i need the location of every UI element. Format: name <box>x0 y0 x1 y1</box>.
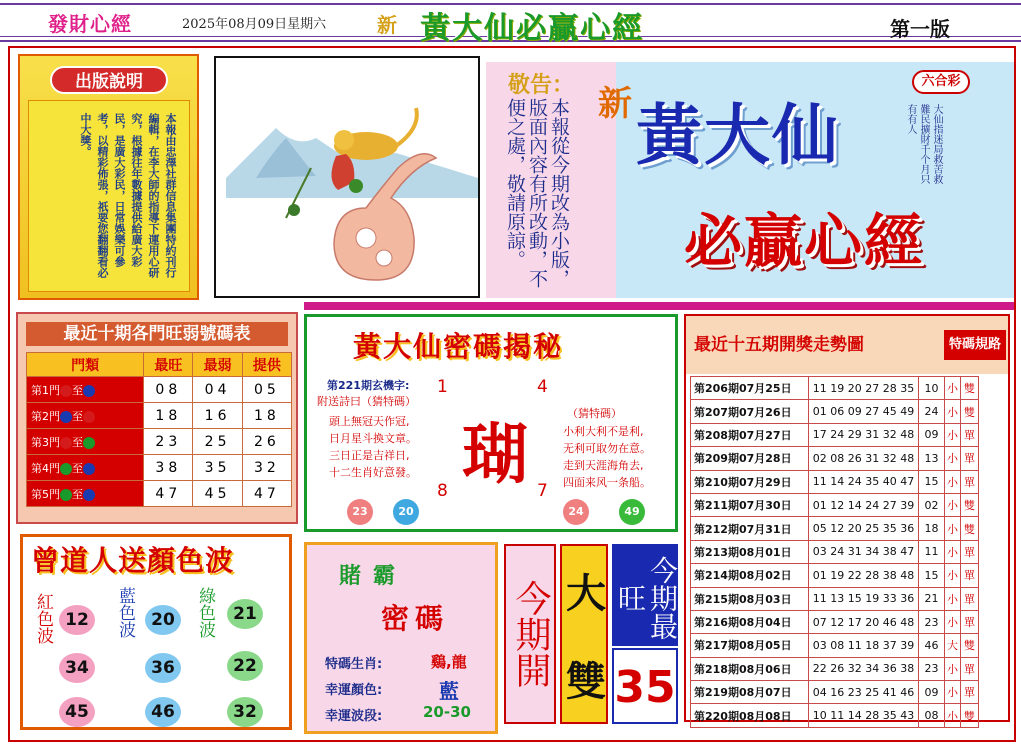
door-cell: 第3門 至 <box>27 429 144 455</box>
table-row <box>691 400 979 423</box>
blue-ball: 36 <box>145 653 181 683</box>
corner-number: 7 <box>537 481 548 501</box>
notice-text: 本報從今期改為小版，版面內容有所改動，不便之處，敬請原諒。 <box>504 98 570 288</box>
green-ball: 32 <box>227 697 263 727</box>
red-wave-label: 紅色波 <box>33 593 53 644</box>
trend-subtitle: 特碼規路 <box>944 330 1006 360</box>
special-cell: 09 <box>919 681 945 704</box>
table-row <box>691 610 979 633</box>
blue-ball: 20 <box>145 605 181 635</box>
special-cell: 09 <box>919 423 945 446</box>
table-row <box>27 377 292 403</box>
table-row <box>691 423 979 446</box>
blue-ball-icon <box>83 463 95 475</box>
red-ball-icon <box>60 437 72 449</box>
size-cell: 小 <box>945 564 961 587</box>
size-cell: 小 <box>945 587 961 610</box>
date-cell: 第210期07月29日 <box>691 470 809 493</box>
special-cell: 46 <box>919 634 945 657</box>
size-cell: 大 <box>945 634 961 657</box>
red-ball-icon <box>60 385 72 397</box>
zodiac-value: 鷄,龍 <box>431 653 467 671</box>
big-double-box <box>560 544 608 724</box>
cold-cell: 16 <box>193 403 242 429</box>
special-cell: 23 <box>919 610 945 633</box>
door-cell: 第5門 至 <box>27 481 144 507</box>
poem-line: 頭上無冠天作冠, <box>329 415 410 428</box>
odd-even-cell: 單 <box>961 610 979 633</box>
poem-line: 十二生肖好意發。 <box>329 466 417 479</box>
page-header <box>0 0 1021 44</box>
date-cell: 第213期08月01日 <box>691 540 809 563</box>
blue-ball-icon <box>83 489 95 501</box>
odd-even-cell: 雙 <box>961 634 979 657</box>
poem-line: 小利大利不是利, <box>563 425 644 438</box>
door-number-table <box>26 352 292 507</box>
date-cell: 第206期07月25日 <box>691 377 809 400</box>
publisher-note <box>18 54 199 300</box>
banner-title-line2: 必贏心經 <box>684 207 925 275</box>
divider-bar <box>304 302 1014 310</box>
numbers-cell: 07 12 17 20 46 48 <box>809 610 919 633</box>
left-poem <box>329 413 417 481</box>
size-cell: 小 <box>945 610 961 633</box>
red-ball-icon <box>83 411 95 423</box>
table-row <box>691 587 979 610</box>
hot-cell: 38 <box>144 455 193 481</box>
zodiac-label: 特碼生肖: <box>325 657 383 672</box>
hottest-label: 今期最旺 <box>612 544 678 646</box>
notice-head: 敬告： <box>508 73 575 98</box>
number-ball: 23 <box>347 499 373 525</box>
offer-cell: 26 <box>242 429 291 455</box>
notice-box <box>486 62 616 298</box>
numbers-cell: 11 14 24 35 40 47 <box>809 470 919 493</box>
table-row <box>691 540 979 563</box>
odd-even-cell: 單 <box>961 587 979 610</box>
date-cell: 第220期08月08日 <box>691 704 809 727</box>
offer-cell: 47 <box>242 481 291 507</box>
secret-code-issue: 第221期玄機字: <box>327 379 410 392</box>
main-banner <box>486 62 1014 298</box>
lottery-badge: 六合彩 <box>912 70 970 94</box>
odd-even-cell: 單 <box>961 657 979 680</box>
poem-line: 无利可取勿在意。 <box>563 442 651 455</box>
lucky-band-label: 幸運波段: <box>325 709 383 724</box>
publisher-note-title: 出版說明 <box>50 66 168 94</box>
special-cell: 13 <box>919 447 945 470</box>
table-row <box>27 429 292 455</box>
column-header: 最旺 <box>144 353 193 377</box>
table-row <box>691 657 979 680</box>
blue-wave-label: 藍色波 <box>115 587 135 638</box>
lucky-band-value: 20-30 <box>423 703 471 721</box>
green-wave-label: 綠色波 <box>195 587 215 638</box>
red-ball: 12 <box>59 605 95 635</box>
odd-even-cell: 雙 <box>961 400 979 423</box>
odd-even-cell: 雙 <box>961 517 979 540</box>
publisher-note-body: 本報由忠澤社群信息集團特約刊行編輯，在李大師的指導下運用心研究，根據往年數據提供給廣大彩民，是廣大彩民，日常娛樂可參考，以精彩佈張，祇要您翻翻看必中大獎。 <box>79 113 177 278</box>
cold-cell: 35 <box>193 455 242 481</box>
table-row <box>691 681 979 704</box>
table-row <box>691 634 979 657</box>
special-cell: 18 <box>919 517 945 540</box>
offer-cell: 32 <box>242 455 291 481</box>
number-ball: 20 <box>393 499 419 525</box>
number-ball: 49 <box>619 499 645 525</box>
size-cell: 小 <box>945 493 961 516</box>
color-wave-panel <box>20 534 292 730</box>
trend-panel <box>684 314 1010 722</box>
odd-even-cell: 雙 <box>961 493 979 516</box>
left-poem-head: 附送詩曰（猜特碼） <box>317 395 416 408</box>
hot-cell: 47 <box>144 481 193 507</box>
table-row <box>691 704 979 727</box>
poem-line: 四面来风一条船。 <box>563 476 651 489</box>
size-cell: 小 <box>945 470 961 493</box>
green-ball: 21 <box>227 599 263 629</box>
column-header: 最弱 <box>193 353 242 377</box>
odd-even-cell: 單 <box>961 423 979 446</box>
numbers-cell: 22 26 32 34 36 38 <box>809 657 919 680</box>
monkey-on-rock-image <box>216 58 478 296</box>
banner-title-line1: 黃大仙 <box>636 97 840 174</box>
door-number-table-panel <box>16 312 298 524</box>
gamble-title2: 密碼 <box>381 602 450 635</box>
size-cell: 小 <box>945 447 961 470</box>
monkey-illustration <box>214 56 480 298</box>
table-row <box>691 564 979 587</box>
secret-code-panel <box>304 314 678 532</box>
poem-line: 三日正是吉祥日, <box>329 449 410 462</box>
blue-ball-icon <box>83 385 95 397</box>
special-cell: 24 <box>919 400 945 423</box>
secret-character: 瑚 <box>462 416 528 493</box>
cold-cell: 45 <box>193 481 242 507</box>
odd-even-cell: 單 <box>961 564 979 587</box>
gamble-title1: 賭霸 <box>339 564 408 589</box>
numbers-cell: 17 24 29 31 32 48 <box>809 423 919 446</box>
lucky-color-value: 藍 <box>439 679 459 703</box>
color-wave-title: 曾道人送顏色波 <box>31 544 235 577</box>
numbers-cell: 11 19 20 27 28 35 <box>809 377 919 400</box>
date-cell: 第214期08月02日 <box>691 564 809 587</box>
column-header: 提供 <box>242 353 291 377</box>
banner-new-mark: 新 <box>598 84 632 124</box>
numbers-cell: 02 08 26 31 32 48 <box>809 447 919 470</box>
date-cell: 第216期08月04日 <box>691 610 809 633</box>
door-cell: 第4門 至 <box>27 455 144 481</box>
big-double-panel <box>504 544 678 726</box>
table-row <box>27 455 292 481</box>
size-cell: 小 <box>945 400 961 423</box>
date-cell: 第207期07月26日 <box>691 400 809 423</box>
hottest-number: 35 <box>612 648 678 724</box>
hot-cell: 08 <box>144 377 193 403</box>
special-cell: 15 <box>919 564 945 587</box>
door-table-title: 最近十期各門旺弱號碼表 <box>26 322 288 346</box>
poem-line: 走到天涯海角去, <box>563 459 644 472</box>
special-cell: 11 <box>919 540 945 563</box>
date-cell: 第212期07月31日 <box>691 517 809 540</box>
date-cell: 第218期08月06日 <box>691 657 809 680</box>
cold-cell: 25 <box>193 429 242 455</box>
corner-number: 1 <box>437 377 448 397</box>
date-cell: 第215期08月03日 <box>691 587 809 610</box>
date-cell: 第217期08月05日 <box>691 634 809 657</box>
numbers-cell: 04 16 23 25 41 46 <box>809 681 919 704</box>
header-date: 2025年08月09日星期六 <box>182 17 327 32</box>
table-row <box>691 493 979 516</box>
table-row <box>691 447 979 470</box>
lucky-color-label: 幸運顏色: <box>325 683 383 698</box>
blue-ball: 46 <box>145 697 181 727</box>
header-main-title: 黃大仙必贏心經 <box>420 11 644 46</box>
table-row <box>691 517 979 540</box>
column-header: 門類 <box>27 353 144 377</box>
poem-line: 日月星斗換文章。 <box>329 432 417 445</box>
date-cell: 第211期07月30日 <box>691 493 809 516</box>
odd-even-cell: 雙 <box>961 377 979 400</box>
header-edition: 第一版 <box>890 17 950 41</box>
numbers-cell: 05 12 20 25 35 36 <box>809 517 919 540</box>
odd-even-cell: 單 <box>961 540 979 563</box>
numbers-cell: 11 13 15 19 33 36 <box>809 587 919 610</box>
green-ball-icon <box>60 489 72 501</box>
size-cell: 小 <box>945 377 961 400</box>
special-cell: 08 <box>919 704 945 727</box>
size-cell: 小 <box>945 540 961 563</box>
big-value: 大 <box>566 571 606 617</box>
cold-cell: 04 <box>193 377 242 403</box>
numbers-cell: 01 12 14 24 27 39 <box>809 493 919 516</box>
trend-table <box>690 376 979 728</box>
door-cell: 第2門 至 <box>27 403 144 429</box>
trend-title: 最近十五期開獎走勢圖 <box>694 335 864 355</box>
red-ball: 34 <box>59 653 95 683</box>
green-ball-icon <box>83 437 95 449</box>
size-cell: 小 <box>945 704 961 727</box>
red-ball: 45 <box>59 697 95 727</box>
date-cell: 第208期07月27日 <box>691 423 809 446</box>
size-cell: 小 <box>945 517 961 540</box>
table-row <box>27 481 292 507</box>
this-period-label: 今期開 <box>504 544 556 724</box>
odd-even-cell: 單 <box>961 681 979 704</box>
trend-header <box>686 316 1008 374</box>
special-cell: 10 <box>919 377 945 400</box>
numbers-cell: 10 11 14 28 35 43 <box>809 704 919 727</box>
size-cell: 小 <box>945 423 961 446</box>
corner-number: 8 <box>437 481 448 501</box>
special-cell: 15 <box>919 470 945 493</box>
date-cell: 第219期08月07日 <box>691 681 809 704</box>
secret-code-title: 黃大仙密碼揭秘 <box>353 330 564 363</box>
double-value: 雙 <box>566 659 606 705</box>
blue-ball-icon <box>60 411 72 423</box>
size-cell: 小 <box>945 681 961 704</box>
number-ball: 24 <box>563 499 589 525</box>
right-poem <box>563 423 651 491</box>
special-cell: 02 <box>919 493 945 516</box>
offer-cell: 05 <box>242 377 291 403</box>
size-cell: 小 <box>945 657 961 680</box>
numbers-cell: 01 19 22 28 38 48 <box>809 564 919 587</box>
corner-number: 4 <box>537 377 548 397</box>
gamble-code-panel <box>304 542 498 734</box>
green-ball-icon <box>60 463 72 475</box>
right-poem-head: （猜特碼） <box>567 407 622 420</box>
banner-verse: 大仙指迷局救苦救難民擴財千个月只有有人 <box>905 104 942 184</box>
odd-even-cell: 雙 <box>961 704 979 727</box>
numbers-cell: 03 24 31 34 38 47 <box>809 540 919 563</box>
header-new-mark: 新 <box>377 13 397 37</box>
door-cell: 第1門 至 <box>27 377 144 403</box>
numbers-cell: 03 08 11 18 37 39 <box>809 634 919 657</box>
hot-cell: 23 <box>144 429 193 455</box>
publisher-note-panel <box>28 100 190 292</box>
table-row <box>27 403 292 429</box>
date-cell: 第209期07月28日 <box>691 447 809 470</box>
special-cell: 23 <box>919 657 945 680</box>
table-row <box>691 377 979 400</box>
odd-even-cell: 單 <box>961 470 979 493</box>
offer-cell: 18 <box>242 403 291 429</box>
odd-even-cell: 單 <box>961 447 979 470</box>
table-row <box>691 470 979 493</box>
hot-cell: 18 <box>144 403 193 429</box>
numbers-cell: 01 06 09 27 45 49 <box>809 400 919 423</box>
green-ball: 22 <box>227 651 263 681</box>
header-left-title: 發財心經 <box>48 12 132 36</box>
special-cell: 21 <box>919 587 945 610</box>
